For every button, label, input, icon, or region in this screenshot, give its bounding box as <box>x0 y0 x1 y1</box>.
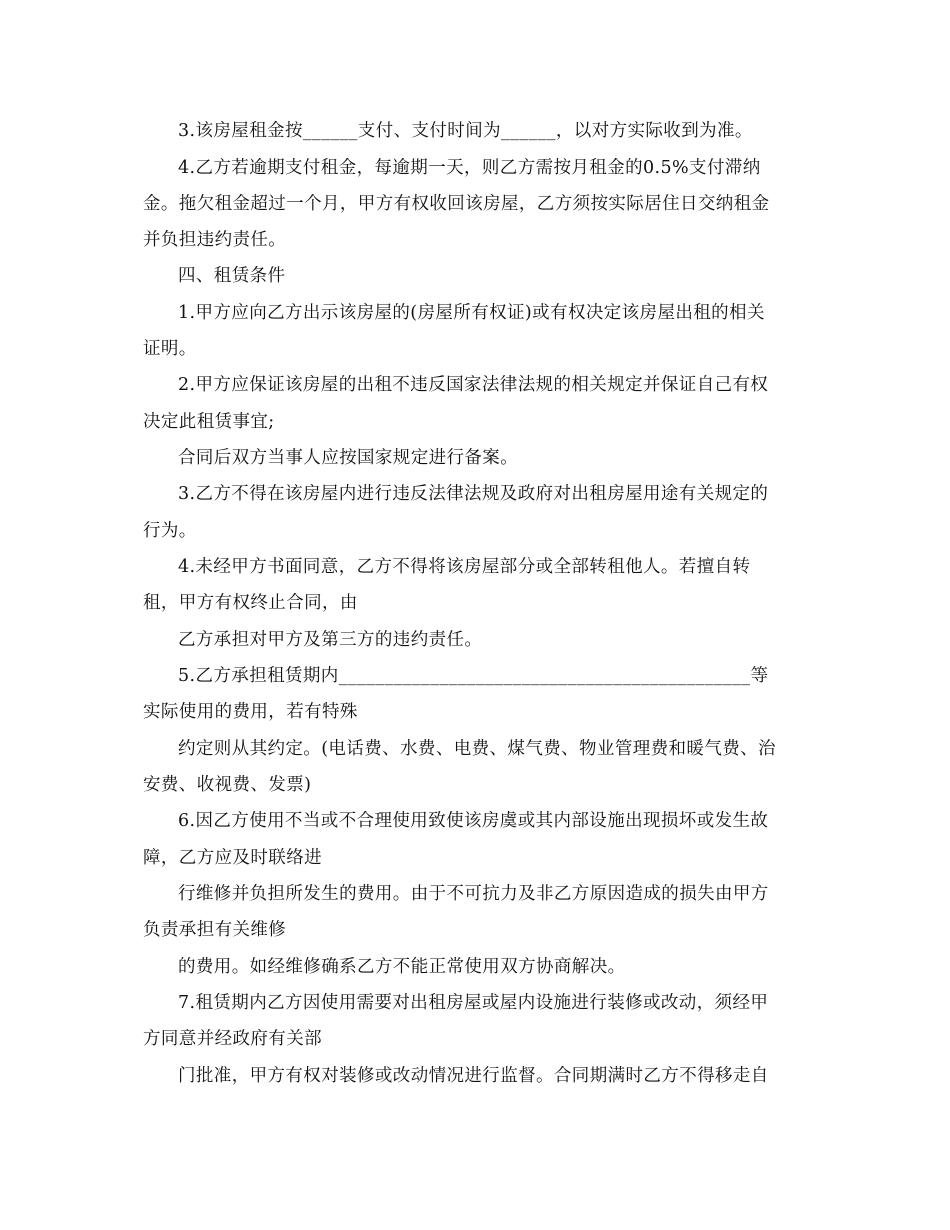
text-line: 决定此租赁事宜; <box>143 412 275 432</box>
text-line: 的费用。如经维修确系乙方不能正常使用双方协商解决。 <box>178 957 626 977</box>
text-line: 4.乙方若逾期支付租金，每逾期一天，则乙方需按月租金的0.5%支付滞纳 <box>178 158 761 178</box>
text-line: 3.该房屋租金按______支付、支付时间为______，以对方实际收到为准。 <box>178 121 753 141</box>
text-line: 安费、收视费、发票) <box>143 775 312 795</box>
text-line: 障，乙方应及时联络进 <box>143 848 322 868</box>
text-line: 7.租赁期内乙方因使用需要对出租房屋或屋内设施进行装修或改动，须经甲 <box>178 993 769 1013</box>
text-line: 乙方承担对甲方及第三方的违约责任。 <box>178 630 483 650</box>
text-line: 合同后双方当事人应按国家规定进行备案。 <box>178 448 519 468</box>
text-line: 行维修并负担所发生的费用。由于不可抗力及非乙方原因造成的损失由甲方 <box>178 884 769 904</box>
text-line: 并负担违约责任。 <box>143 230 287 250</box>
text-line: 门批准，甲方有权对装修或改动情况进行监督。合同期满时乙方不得移走自 <box>178 1066 769 1086</box>
text-line: 实际使用的费用，若有特殊 <box>143 702 358 722</box>
text-line: 约定则从其约定。(电话费、水费、电费、煤气费、物业管理费和暖气费、治 <box>178 739 776 759</box>
text-line: 5.乙方承担租赁期内_____________________________________________等 <box>178 666 769 686</box>
text-line: 4.未经甲方书面同意，乙方不得将该房屋部分或全部转租他人。若擅自转 <box>178 557 751 577</box>
text-line: 3.乙方不得在该房屋内进行违反法律法规及政府对出租房屋用途有关规定的 <box>178 484 769 504</box>
section-heading: 四、租赁条件 <box>178 266 286 286</box>
text-line: 行为。 <box>143 521 197 541</box>
text-line: 证明。 <box>143 339 197 359</box>
text-line: 6.因乙方使用不当或不合理使用致使该房虞或其内部设施出现损坏或发生故 <box>178 811 769 831</box>
text-line: 方同意并经政府有关部 <box>143 1029 322 1049</box>
text-line: 负责承担有关维修 <box>143 920 287 940</box>
text-line: 2.甲方应保证该房屋的出租不违反国家法律法规的相关规定并保证自己有权 <box>178 375 769 395</box>
text-line: 租，甲方有权终止合同，由 <box>143 593 358 613</box>
text-line: 金。拖欠租金超过一个月，甲方有权收回该房屋，乙方须按实际居住日交纳租金 <box>143 194 770 214</box>
text-line: 1.甲方应向乙方出示该房屋的(房屋所有权证)或有权决定该房屋出租的相关 <box>178 303 765 323</box>
